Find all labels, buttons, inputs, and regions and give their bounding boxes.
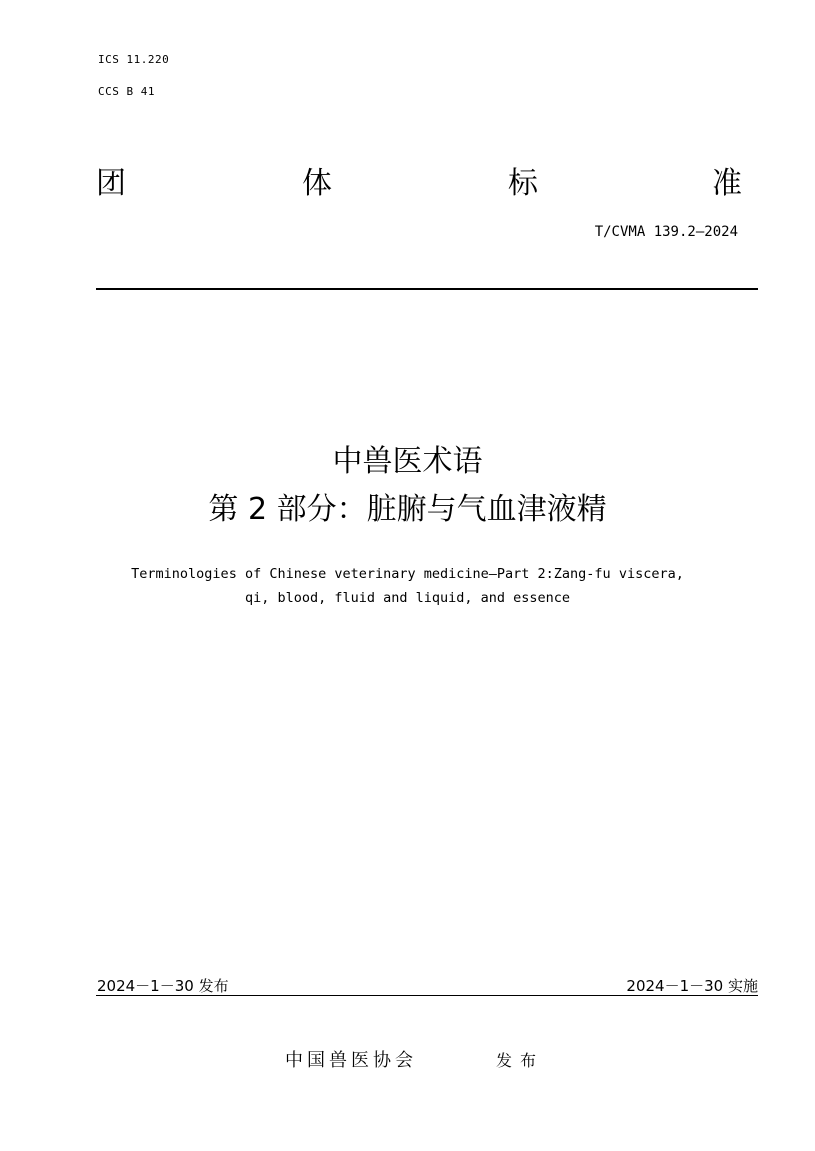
publisher-name: 中国兽医协会: [285, 1050, 417, 1071]
heading-char-3: 标: [508, 166, 538, 201]
standard-number: T/CVMA 139.2—2024: [594, 224, 738, 240]
ics-code: ICS 11.220: [98, 53, 170, 66]
publish-label: 发布: [496, 1051, 545, 1070]
ccs-code: CCS B 41: [98, 85, 155, 98]
top-divider: [96, 288, 758, 290]
bottom-divider: [96, 995, 758, 996]
implement-date: 2024－1－30 实施: [626, 977, 758, 995]
heading-char-1: 团: [96, 166, 126, 201]
title-en-line1: Terminologies of Chinese veterinary medicine—Part 2:Zang-fu viscera,: [131, 566, 684, 582]
issue-date: 2024－1－30 发布: [97, 977, 229, 995]
heading-char-4: 准: [712, 166, 742, 201]
title-en-line2: qi, blood, fluid and liquid, and essence: [244, 590, 571, 606]
title-cn-line2: 第 2 部分：脏腑与气血津液精: [208, 492, 607, 527]
heading-char-2: 体: [302, 166, 332, 201]
title-cn-line1: 中兽医术语: [332, 444, 483, 479]
